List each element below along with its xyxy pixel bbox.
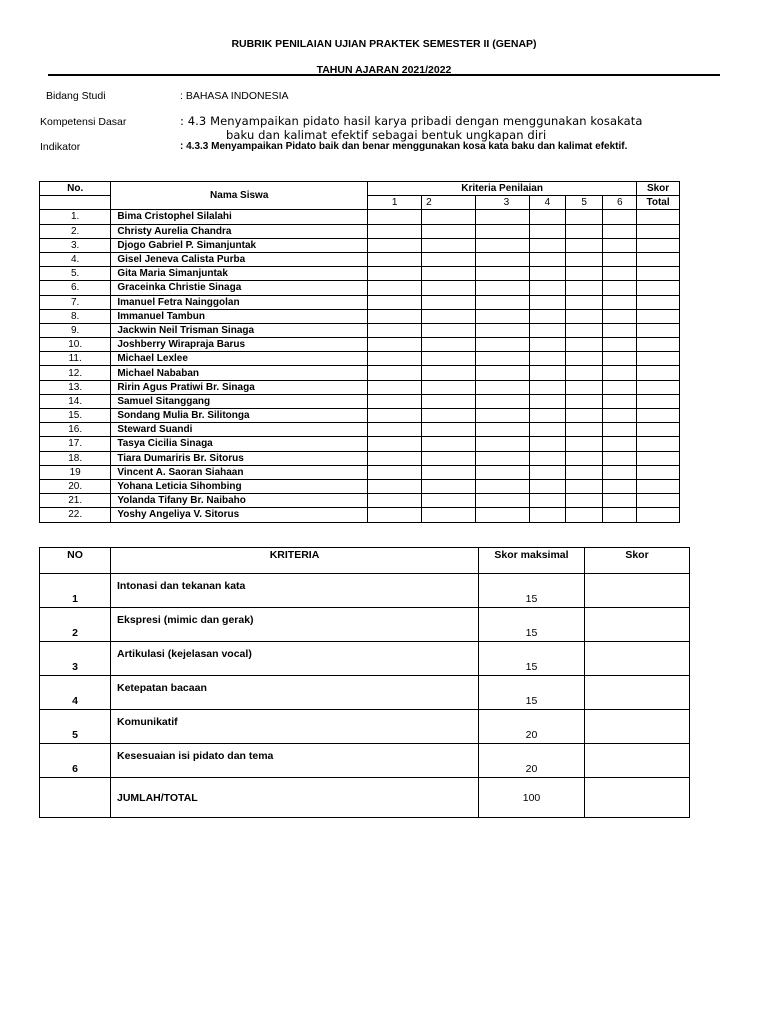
score-cell-criteria-1[interactable] [368,508,422,522]
score-cell-criteria-3[interactable] [476,252,530,266]
criteria-label: Kesesuaian isi pidato dan tema [111,744,479,778]
score-cell-criteria-2[interactable] [422,508,476,522]
score-cell-criteria-3[interactable] [476,451,530,465]
score-cell-criteria-5[interactable] [565,238,603,252]
student-name: Imanuel Fetra Nainggolan [111,295,368,309]
score-cell-criteria-2[interactable] [422,323,476,337]
total-score-cell[interactable] [585,778,690,818]
score-cell-criteria-1[interactable] [368,224,422,238]
score-cell-criteria-3[interactable] [476,423,530,437]
criteria-score-cell[interactable] [585,744,690,778]
score-cell-criteria-4[interactable] [530,238,566,252]
criteria-col-header-skor: Skor [585,548,690,574]
score-cell-total[interactable] [637,338,680,352]
score-cell-criteria-1[interactable] [368,380,422,394]
criteria-number: 5 [565,196,603,210]
score-cell-total[interactable] [637,295,680,309]
score-cell-total[interactable] [637,423,680,437]
student-name: Gita Maria Simanjuntak [111,267,368,281]
student-name: Gisel Jeneva Calista Purba [111,252,368,266]
score-cell-criteria-5[interactable] [565,394,603,408]
score-cell-criteria-6[interactable] [603,267,637,281]
score-cell-criteria-6[interactable] [603,295,637,309]
score-cell-criteria-1[interactable] [368,423,422,437]
criteria-number: 1 [40,574,111,608]
table-row [40,508,680,522]
kompetensi-dasar-label: Kompetensi Dasar [40,116,127,128]
score-cell-criteria-4[interactable] [530,352,566,366]
score-cell-criteria-6[interactable] [603,366,637,380]
score-cell-criteria-4[interactable] [530,494,566,508]
score-cell-criteria-6[interactable] [603,494,637,508]
score-cell-criteria-5[interactable] [565,423,603,437]
table-row [40,252,680,266]
criteria-col-header-kriteria: KRITERIA [111,548,479,574]
student-name: Yolanda Tifany Br. Naibaho [111,494,368,508]
score-cell-total[interactable] [637,309,680,323]
criteria-max-score: 15 [479,574,585,608]
academic-year: TAHUN AJARAN 2021/2022 [316,64,452,76]
student-number: 11. [40,352,111,366]
score-cell-criteria-5[interactable] [565,380,603,394]
table-row [40,608,690,642]
score-cell-total[interactable] [637,210,680,224]
score-cell-criteria-2[interactable] [422,409,476,423]
table-row [40,338,680,352]
score-cell-criteria-2[interactable] [422,295,476,309]
score-cell-criteria-4[interactable] [530,267,566,281]
score-cell-criteria-2[interactable] [422,338,476,352]
score-cell-criteria-2[interactable] [422,309,476,323]
student-number: 12. [40,366,111,380]
student-name: Joshberry Wirapraja Barus [111,338,368,352]
score-cell-criteria-6[interactable] [603,508,637,522]
score-cell-total[interactable] [637,508,680,522]
total-label: JUMLAH/TOTAL [111,778,479,818]
document-title: RUBRIK PENILAIAN UJIAN PRAKTEK SEMESTER II (GENAP) [231,38,537,50]
score-cell-criteria-3[interactable] [476,338,530,352]
score-cell-criteria-6[interactable] [603,437,637,451]
student-name: Ririn Agus Pratiwi Br. Sinaga [111,380,368,394]
score-cell-criteria-1[interactable] [368,465,422,479]
score-cell-criteria-1[interactable] [368,295,422,309]
score-cell-criteria-1[interactable] [368,394,422,408]
score-cell-criteria-5[interactable] [565,295,603,309]
student-name: Immanuel Tambun [111,309,368,323]
student-name: Yohana Leticia Sihombing [111,479,368,493]
score-cell-criteria-3[interactable] [476,465,530,479]
student-name: Samuel Sitanggang [111,394,368,408]
score-cell-criteria-4[interactable] [530,423,566,437]
student-number: 16. [40,423,111,437]
criteria-max-score: 15 [479,608,585,642]
score-cell-criteria-1[interactable] [368,323,422,337]
score-cell-criteria-4[interactable] [530,366,566,380]
score-cell-criteria-6[interactable] [603,224,637,238]
table-row [40,710,690,744]
criteria-score-cell[interactable] [585,710,690,744]
table-row [40,238,680,252]
score-cell-criteria-2[interactable] [422,352,476,366]
score-cell-criteria-6[interactable] [603,380,637,394]
criteria-score-cell[interactable] [585,574,690,608]
student-number: 7. [40,295,111,309]
score-cell-criteria-2[interactable] [422,281,476,295]
student-number: 3. [40,238,111,252]
table-row [40,323,680,337]
score-cell-criteria-5[interactable] [565,224,603,238]
table-row [40,267,680,281]
criteria-label: Artikulasi (kejelasan vocal) [111,642,479,676]
score-cell-criteria-4[interactable] [530,252,566,266]
score-cell-criteria-4[interactable] [530,479,566,493]
score-cell-criteria-6[interactable] [603,338,637,352]
table-row [40,380,680,394]
criteria-number: 2 [40,608,111,642]
score-cell-criteria-5[interactable] [565,479,603,493]
score-cell-criteria-2[interactable] [422,210,476,224]
student-number: 13. [40,380,111,394]
score-cell-criteria-5[interactable] [565,323,603,337]
table-row [40,465,680,479]
score-cell-criteria-5[interactable] [565,409,603,423]
score-cell-criteria-6[interactable] [603,210,637,224]
score-cell-total[interactable] [637,366,680,380]
score-cell-criteria-2[interactable] [422,437,476,451]
table-row [40,676,690,710]
score-cell-criteria-5[interactable] [565,352,603,366]
table-row [40,423,680,437]
criteria-label: Ekspresi (mimic dan gerak) [111,608,479,642]
score-cell-criteria-5[interactable] [565,366,603,380]
score-cell-criteria-5[interactable] [565,338,603,352]
kompetensi-dasar-line-1: : 4.3 Menyampaikan pidato hasil karya pribadi dengan menggunakan kosakata [180,114,643,128]
score-cell-criteria-2[interactable] [422,479,476,493]
student-number: 14. [40,394,111,408]
score-cell-criteria-5[interactable] [565,465,603,479]
score-cell-total[interactable] [637,352,680,366]
score-cell-criteria-4[interactable] [530,224,566,238]
score-cell-criteria-3[interactable] [476,380,530,394]
score-cell-total[interactable] [637,465,680,479]
table-row [40,744,690,778]
score-cell-criteria-6[interactable] [603,238,637,252]
score-cell-criteria-3[interactable] [476,394,530,408]
score-cell-criteria-5[interactable] [565,267,603,281]
score-cell-criteria-2[interactable] [422,465,476,479]
student-name: Bima Cristophel Silalahi [111,210,368,224]
score-cell-criteria-6[interactable] [603,479,637,493]
criteria-max-score: 20 [479,744,585,778]
score-cell-total[interactable] [637,437,680,451]
criteria-score-cell[interactable] [585,608,690,642]
col-header-no-blank [40,196,111,210]
student-number: 18. [40,451,111,465]
score-cell-criteria-4[interactable] [530,338,566,352]
score-cell-criteria-2[interactable] [422,366,476,380]
score-cell-criteria-4[interactable] [530,309,566,323]
col-header-skor: Skor [637,182,680,196]
score-cell-criteria-4[interactable] [530,295,566,309]
score-cell-criteria-3[interactable] [476,238,530,252]
score-cell-total[interactable] [637,267,680,281]
criteria-number: 3 [476,196,530,210]
score-cell-criteria-5[interactable] [565,252,603,266]
student-number: 6. [40,281,111,295]
score-cell-criteria-4[interactable] [530,281,566,295]
score-cell-total[interactable] [637,494,680,508]
student-name: Christy Aurelia Chandra [111,224,368,238]
table-row [40,366,680,380]
table-row [40,394,680,408]
score-cell-criteria-3[interactable] [476,295,530,309]
score-cell-criteria-4[interactable] [530,508,566,522]
table-row [40,642,690,676]
kompetensi-dasar-line-2: baku dan kalimat efektif sebagai bentuk ungkapan diri [226,128,547,142]
score-cell-criteria-5[interactable] [565,494,603,508]
table-row [40,574,690,608]
criteria-col-header-skor-maksimal: Skor maksimal [479,548,585,574]
score-cell-total[interactable] [637,224,680,238]
criteria-col-header-no: NO [40,548,111,574]
table-row [40,281,680,295]
table-row [40,295,680,309]
score-cell-criteria-2[interactable] [422,238,476,252]
student-name: Jackwin Neil Trisman Sinaga [111,323,368,337]
score-cell-criteria-2[interactable] [422,494,476,508]
student-number: 19 [40,465,111,479]
criteria-table [39,547,690,818]
score-cell-criteria-3[interactable] [476,352,530,366]
col-header-nama-siswa: Nama Siswa [111,182,368,210]
student-name: Graceinka Christie Sinaga [111,281,368,295]
score-cell-criteria-1[interactable] [368,352,422,366]
score-cell-criteria-3[interactable] [476,281,530,295]
score-cell-total[interactable] [637,380,680,394]
bidang-studi-value: : BAHASA INDONESIA [180,90,289,102]
table-row [40,437,680,451]
score-cell-criteria-4[interactable] [530,409,566,423]
indikator-value: : 4.3.3 Menyampaikan Pidato baik dan benar menggunakan kosa kata baku dan kalimat efektif. [180,141,628,152]
student-name: Tasya Cicilia Sinaga [111,437,368,451]
total-number-blank [40,778,111,818]
score-cell-criteria-2[interactable] [422,380,476,394]
score-cell-criteria-3[interactable] [476,409,530,423]
col-header-no: No. [40,182,111,196]
total-row [40,778,690,818]
student-number: 21. [40,494,111,508]
criteria-label: Ketepatan bacaan [111,676,479,710]
score-cell-criteria-1[interactable] [368,338,422,352]
student-number: 9. [40,323,111,337]
header-divider [48,74,720,76]
student-number: 4. [40,252,111,266]
student-score-table [39,181,680,523]
student-name: Steward Suandi [111,423,368,437]
score-cell-criteria-3[interactable] [476,437,530,451]
score-cell-criteria-6[interactable] [603,281,637,295]
score-cell-criteria-2[interactable] [422,224,476,238]
table-row [40,224,680,238]
student-name: Vincent A. Saoran Siahaan [111,465,368,479]
student-number: 22. [40,508,111,522]
score-cell-criteria-6[interactable] [603,252,637,266]
score-cell-criteria-2[interactable] [422,394,476,408]
student-number: 17. [40,437,111,451]
score-cell-criteria-4[interactable] [530,465,566,479]
score-cell-criteria-1[interactable] [368,451,422,465]
student-number: 15. [40,409,111,423]
table-row [40,451,680,465]
score-cell-total[interactable] [637,451,680,465]
score-cell-criteria-3[interactable] [476,210,530,224]
score-cell-criteria-3[interactable] [476,224,530,238]
table-row [40,352,680,366]
col-header-total: Total [637,196,680,210]
score-cell-criteria-5[interactable] [565,451,603,465]
criteria-number: 4 [40,676,111,710]
criteria-number: 4 [530,196,566,210]
student-number: 5. [40,267,111,281]
score-cell-total[interactable] [637,479,680,493]
score-cell-total[interactable] [637,323,680,337]
score-cell-criteria-3[interactable] [476,479,530,493]
student-name: Yoshy Angeliya V. Sitorus [111,508,368,522]
table-row [40,309,680,323]
table-row [40,210,680,224]
student-name: Michael Lexlee [111,352,368,366]
student-number: 10. [40,338,111,352]
score-cell-criteria-4[interactable] [530,323,566,337]
score-cell-criteria-1[interactable] [368,437,422,451]
score-cell-total[interactable] [637,281,680,295]
score-cell-criteria-5[interactable] [565,309,603,323]
score-cell-total[interactable] [637,409,680,423]
student-name: Sondang Mulia Br. Silitonga [111,409,368,423]
bidang-studi-label: Bidang Studi [46,90,106,102]
indikator-label: Indikator [40,141,81,153]
col-header-kriteria-penilaian: Kriteria Penilaian [368,182,637,196]
table-row [40,494,680,508]
score-cell-criteria-3[interactable] [476,494,530,508]
score-cell-total[interactable] [637,238,680,252]
score-cell-criteria-2[interactable] [422,423,476,437]
score-cell-criteria-1[interactable] [368,366,422,380]
criteria-score-cell[interactable] [585,676,690,710]
score-cell-criteria-5[interactable] [565,508,603,522]
student-number: 2. [40,224,111,238]
score-cell-criteria-5[interactable] [565,437,603,451]
score-cell-criteria-1[interactable] [368,479,422,493]
student-number: 20. [40,479,111,493]
score-cell-criteria-1[interactable] [368,281,422,295]
student-number: 1. [40,210,111,224]
score-cell-criteria-2[interactable] [422,252,476,266]
score-cell-criteria-6[interactable] [603,465,637,479]
criteria-label: Komunikatif [111,710,479,744]
score-cell-criteria-5[interactable] [565,210,603,224]
criteria-number: 1 [368,196,422,210]
score-cell-criteria-1[interactable] [368,309,422,323]
criteria-number: 5 [40,710,111,744]
score-cell-criteria-5[interactable] [565,281,603,295]
score-cell-criteria-1[interactable] [368,238,422,252]
score-cell-criteria-6[interactable] [603,423,637,437]
score-cell-total[interactable] [637,252,680,266]
criteria-max-score: 20 [479,710,585,744]
score-cell-criteria-4[interactable] [530,394,566,408]
score-cell-criteria-2[interactable] [422,451,476,465]
score-cell-criteria-3[interactable] [476,366,530,380]
score-cell-criteria-3[interactable] [476,267,530,281]
score-cell-criteria-6[interactable] [603,394,637,408]
criteria-number: 6 [603,196,637,210]
score-cell-criteria-1[interactable] [368,409,422,423]
student-name: Djogo Gabriel P. Simanjuntak [111,238,368,252]
score-cell-criteria-1[interactable] [368,210,422,224]
score-cell-criteria-6[interactable] [603,451,637,465]
score-cell-criteria-6[interactable] [603,352,637,366]
score-cell-criteria-4[interactable] [530,437,566,451]
score-cell-criteria-6[interactable] [603,409,637,423]
total-max-score: 100 [479,778,585,818]
student-name: Michael Nababan [111,366,368,380]
criteria-number: 3 [40,642,111,676]
score-cell-criteria-4[interactable] [530,451,566,465]
score-cell-criteria-2[interactable] [422,267,476,281]
table-row [40,409,680,423]
score-cell-criteria-3[interactable] [476,309,530,323]
score-cell-criteria-1[interactable] [368,494,422,508]
student-name: Tiara Dumariris Br. Sitorus [111,451,368,465]
criteria-number: 6 [40,744,111,778]
score-cell-criteria-4[interactable] [530,210,566,224]
score-cell-criteria-6[interactable] [603,323,637,337]
criteria-number: 2 [422,196,476,210]
score-cell-criteria-6[interactable] [603,309,637,323]
student-number: 8. [40,309,111,323]
score-cell-total[interactable] [637,394,680,408]
criteria-label: Intonasi dan tekanan kata [111,574,479,608]
table-row [40,479,680,493]
score-cell-criteria-1[interactable] [368,252,422,266]
criteria-max-score: 15 [479,642,585,676]
score-cell-criteria-1[interactable] [368,267,422,281]
criteria-max-score: 15 [479,676,585,710]
criteria-score-cell[interactable] [585,642,690,676]
score-cell-criteria-3[interactable] [476,508,530,522]
score-cell-criteria-3[interactable] [476,323,530,337]
score-cell-criteria-4[interactable] [530,380,566,394]
